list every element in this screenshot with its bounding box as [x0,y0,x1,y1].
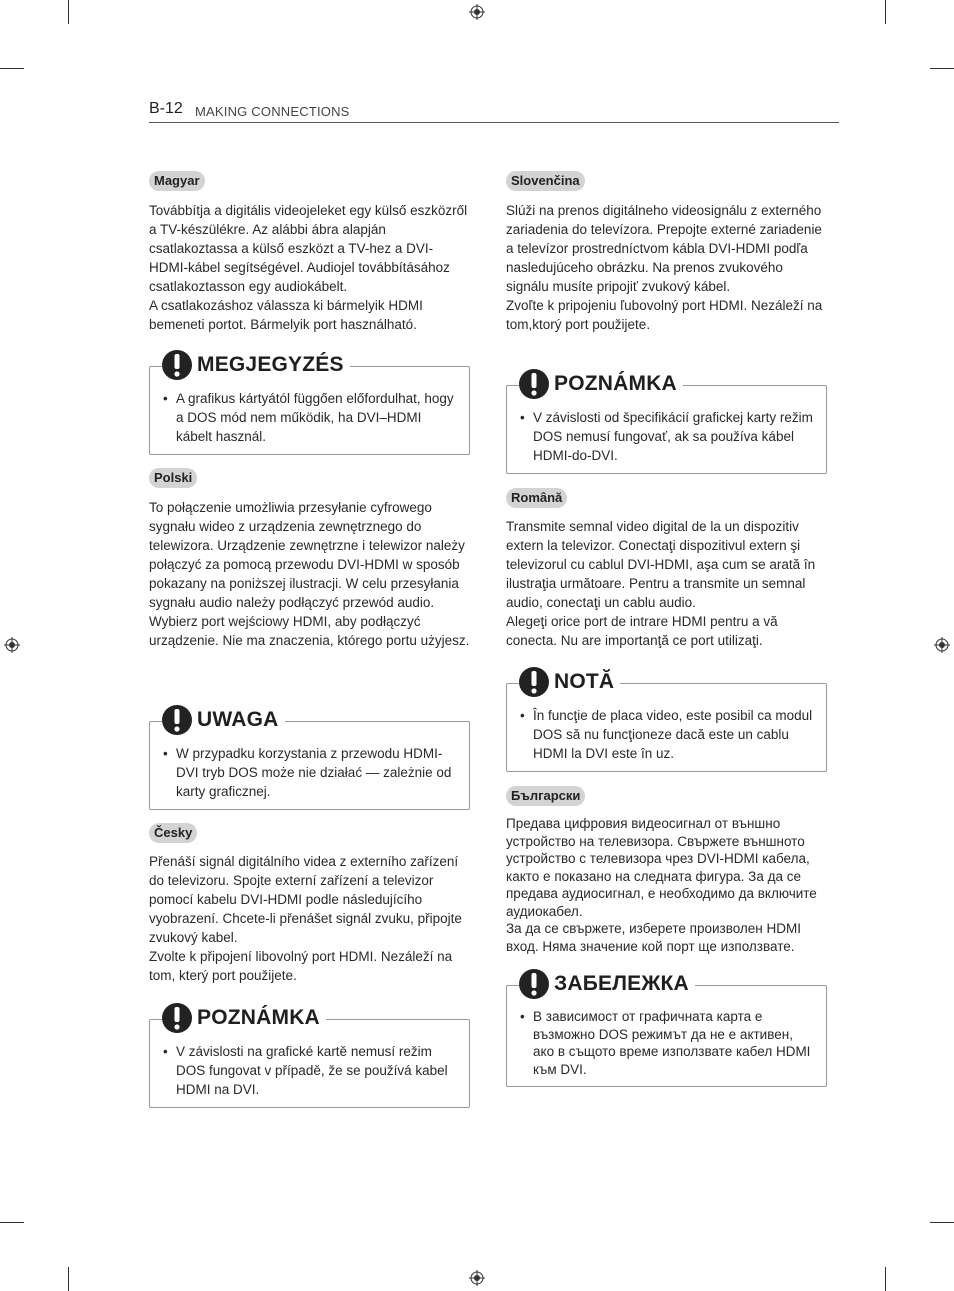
section-body [506,517,828,650]
body-text: Предава цифровия видеосигнал от външно устройство на телевизора. Свържете външното устройство с телевизора чрез DVI-HDMI кабела, както е показано на следната фигура. За да се предава аудиосигнал, е необходимо да включите аудиокабел. [506,816,817,919]
crop-mark [885,1267,886,1291]
section-title: MAKING CONNECTIONS [195,104,350,119]
body-text: Alegeţi orice port de intrare HDMI pentru a vă conecta. Nu are importanţă ce port utilizaţi. [506,614,778,648]
note-text: • A grafikus kártyától függően előfordulhat, hogy a DOS mód nem működik, ha DVI–HDMI kábelt használ. [176,389,457,446]
language-section-polski [149,468,471,488]
language-label: Polski [149,468,197,488]
note-title: NOTĂ [554,670,615,693]
registration-mark-icon [4,637,20,653]
body-text: To połączenie umożliwia przesyłanie cyfrowego sygnału wideo z urządzenia zewnętrznego do telewizora. Urządzenie zewnętrzne i telewizor należy połączyć za pomocą przewodu DVI-HDMI w sposób pokazany na poniższej ilustracji. W celu przesyłania sygnału audio należy podłączyć przewód audio. [149,500,465,610]
crop-mark [68,0,69,24]
section-body [149,852,471,985]
note-text: • V závislosti od špecifikácií grafickej karty režim DOS nemusí fungovať, ak sa používa kábel HDMI-do-DVI. [533,408,814,465]
page-header [149,100,839,123]
note-title: MEGJEGYZÉS [197,353,344,376]
body-text: Továbbítja a digitális videojeleket egy külső eszközről a TV-készülékre. Az alábbi ábra alapján csatlakoztassa a külső eszközt a TV-hez a DVI-HDMI-kábel segítségével. Audiojel továbbításához csatlakoztasson egy audiokábelt. [149,203,468,294]
exclamation-icon [162,348,192,382]
section-body [149,201,471,334]
note-title: UWAGA [197,708,279,731]
body-text: Wybierz port wejściowy HDMI, aby podłączyć urządzenie. Nie ma znaczenia, którego portu użyjesz. [149,614,470,648]
language-section-balgarski [506,786,828,806]
language-label: Български [506,786,585,806]
section-body [149,498,471,650]
exclamation-icon [519,967,549,1001]
note-box [506,372,828,474]
note-title: POZNÁMKA [197,1006,320,1029]
body-text: Zvoľte k pripojeniu ľubovolný port HDMI. Nezáleží na tom,ktorý port použijete. [506,298,823,332]
language-section-cesky [149,823,471,843]
exclamation-icon [519,665,549,699]
exclamation-icon [162,1001,192,1035]
registration-mark-icon [469,1270,485,1286]
section-body [506,815,828,955]
exclamation-icon [519,367,549,401]
body-text: Slúži na prenos digitálneho videosignálu z externého zariadenia do televízora. Prepojte externé zariadenie a televízor prostredníctvom kábla DVI-HDMI podľa nasledujúceho obrázku. Na prenos zvukového signálu musíte pripojiť zvukový kábel. [506,203,822,294]
language-label: Română [506,488,567,508]
note-text: • V závislosti na grafické kartě nemusí režim DOS fungovat v případě, že se používá kabel HDMI na DVI. [176,1042,457,1099]
crop-mark [930,68,954,69]
registration-mark-icon [469,4,485,20]
note-box [149,708,471,810]
note-text: • В зависимост от графичната карта е възможно DOS режимът да не е активен, ако в същото време използвате кабел HDMI към DVI. [533,1008,814,1078]
note-title: POZNÁMKA [554,372,677,395]
note-text: • În funcţie de placa video, este posibil ca modul DOS să nu funcţioneze dacă este un cablu HDMI la DVI este în uz. [533,706,814,763]
note-box [149,353,471,455]
language-label: Magyar [149,171,205,191]
exclamation-icon [162,703,192,737]
body-text: За да се свържете, изберете произволен HDMI вход. Няма значение кой порт ще използвате. [506,921,802,954]
language-label: Česky [149,823,197,843]
note-box [506,972,828,1087]
section-body [506,201,828,334]
language-label: Slovenčina [506,171,585,191]
crop-mark [930,1222,954,1223]
registration-mark-icon [934,637,950,653]
language-section-magyar [149,171,471,191]
page-number: B-12 [149,100,183,117]
language-section-slovencina [506,171,828,191]
body-text: Transmite semnal video digital de la un dispozitiv extern la televizor. Conectaţi dispozitivul extern şi televizorul cu cablul DVI-HDMI, aşa cum se arată în ilustraţia următoare. Pentru a transmite un semnal audio, conectaţi un cablu audio. [506,519,816,610]
body-text: Přenáší signál digitálního videa z externího zařízení do televizoru. Spojte externí zařízení a televizor pomocí kabelu DVI-HDMI podle následujícího vyobrazení. Chcete-li přenášet signál zvuku, připojte zvukový kabel. [149,854,462,945]
note-title: ЗАБЕЛЕЖКА [554,972,689,995]
note-box [506,670,828,772]
body-text: A csatlakozáshoz válassza ki bármelyik HDMI bemeneti portot. Bármelyik port használható. [149,298,423,332]
crop-mark [68,1267,69,1291]
crop-mark [885,0,886,24]
note-text: • W przypadku korzystania z przewodu HDMI-DVI tryb DOS może nie działać — zależnie od karty graficznej. [176,744,457,801]
body-text: Zvolte k připojení libovolný port HDMI. Nezáleží na tom, který port použijete. [149,949,453,983]
crop-mark [0,68,24,69]
crop-mark [0,1222,24,1223]
language-section-romana [506,488,828,508]
note-box [149,1006,471,1108]
